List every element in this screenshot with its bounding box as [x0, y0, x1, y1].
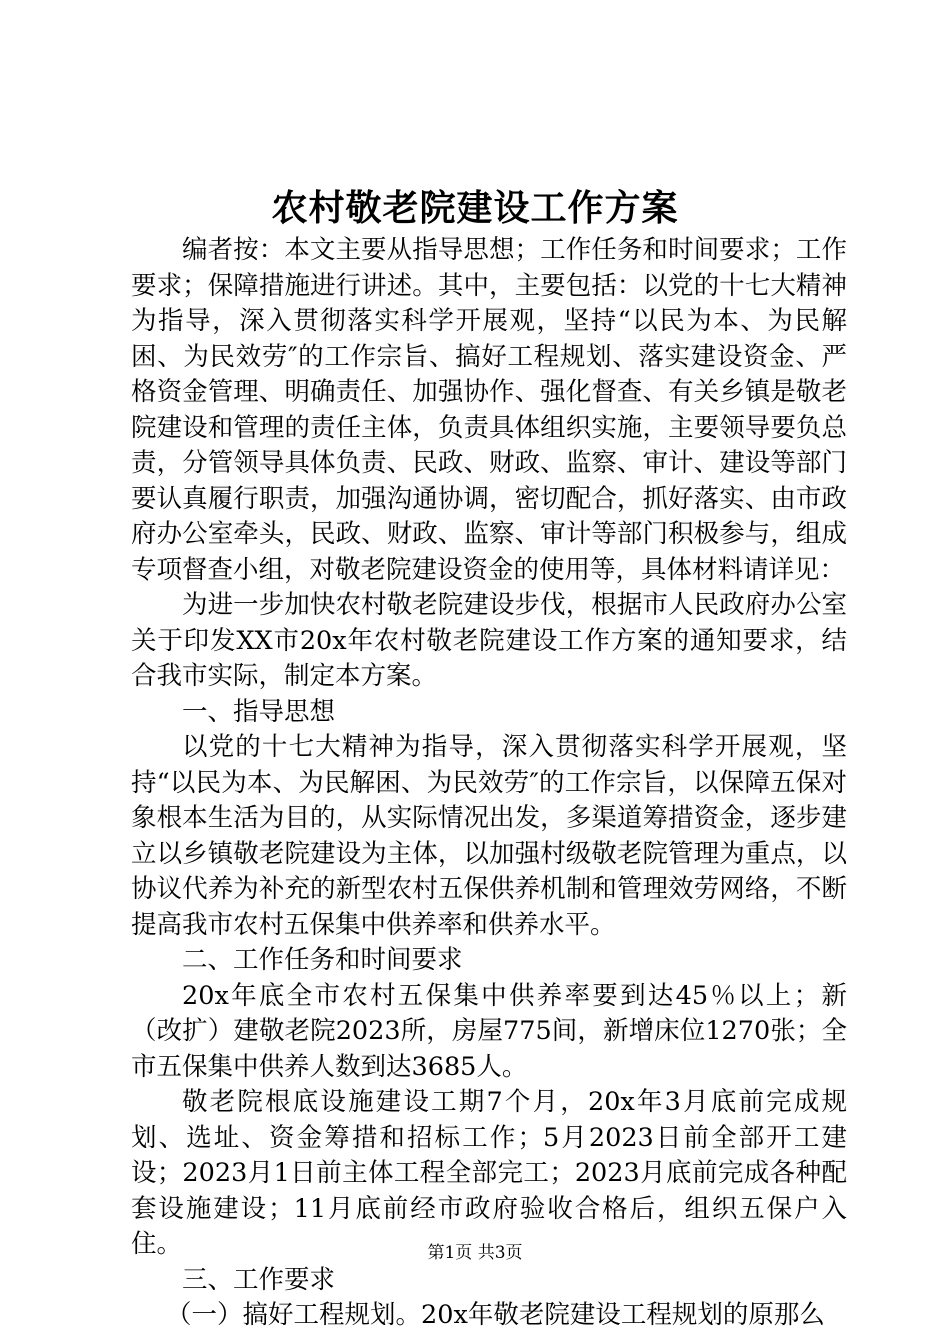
section-heading-1: 一、指导思想 [182, 696, 336, 727]
requirement-item-1: （一）搞好工程规划。20x年敬老院建设工程规划的原那么 [166, 1300, 825, 1330]
intro-paragraph: 为进一步加快农村敬老院建设步伐，根据市人民政府办公室关于印发XX市20x年农村敬老院建设工作方案的通知要求，结合我市实际，制定本方案。 [131, 590, 847, 691]
document-body [131, 233, 847, 1334]
task-paragraph: 20x年底全市农村五保集中供养率要到达45％以上；新（改扩）建敬老院2023所，房屋775间，新增床位1270张；全市五保集中供养人数到达3685人。 [131, 980, 847, 1082]
page-indicator: 第1页 共3页 [427, 1243, 523, 1263]
editor-note-paragraph: 编者按：本文主要从指导思想；工作任务和时间要求；工作要求；保障措施进行讲述。其中，主要包括：以党的十七大精神为指导，深入贯彻落实科学开展观，坚持“以民为本、为民解困、为民效劳″的工作宗旨、搞好工程规划、落实建设资金、严格资金管理、明确责任、加强协作、强化督查、有关乡镇是敬老院建设和管理的责任主体，负责具体组织实施，主要领导要负总责，分管领导具体负责、民政、财政、监察、审计、建设等部门要认真履行职责，加强沟通协调，密切配合，抓好落实、由市政府办公室牵头，民政、财政、监察、审计等部门积极参与，组成专项督查小组，对敬老院建设资金的使用等，具体材料请详见： [131, 235, 847, 585]
section-heading-2: 二、工作任务和时间要求 [182, 945, 463, 975]
schedule-paragraph: 敬老院根底设施建设工期7个月，20x年3月底前完成规划、选址、资金筹措和招标工作；5月2023日前全部开工建设；2023月1日前主体工程全部完工；2023月底前完成各种配套设施建设；11月底前经市政府验收合格后，组织五保户入住。 [131, 1087, 847, 1259]
guiding-thought-paragraph: 以党的十七大精神为指导，深入贯彻落实科学开展观，坚持“以民为本、为民解困、为民效劳″的工作宗旨，以保障五保对象根本生活为目的，从实际情况出发，多渠道筹措资金，逐步建立以乡镇敬老院建设为主体，以加强村级敬老院管理为重点，以协议代养为补充的新型农村五保供养机制和管理效劳网络，不断提高我市农村五保集中供养率和供养水平。 [131, 732, 847, 940]
document-title: 农村敬老院建设工作方案 [271, 187, 679, 229]
section-heading-3: 三、工作要求 [182, 1264, 336, 1295]
